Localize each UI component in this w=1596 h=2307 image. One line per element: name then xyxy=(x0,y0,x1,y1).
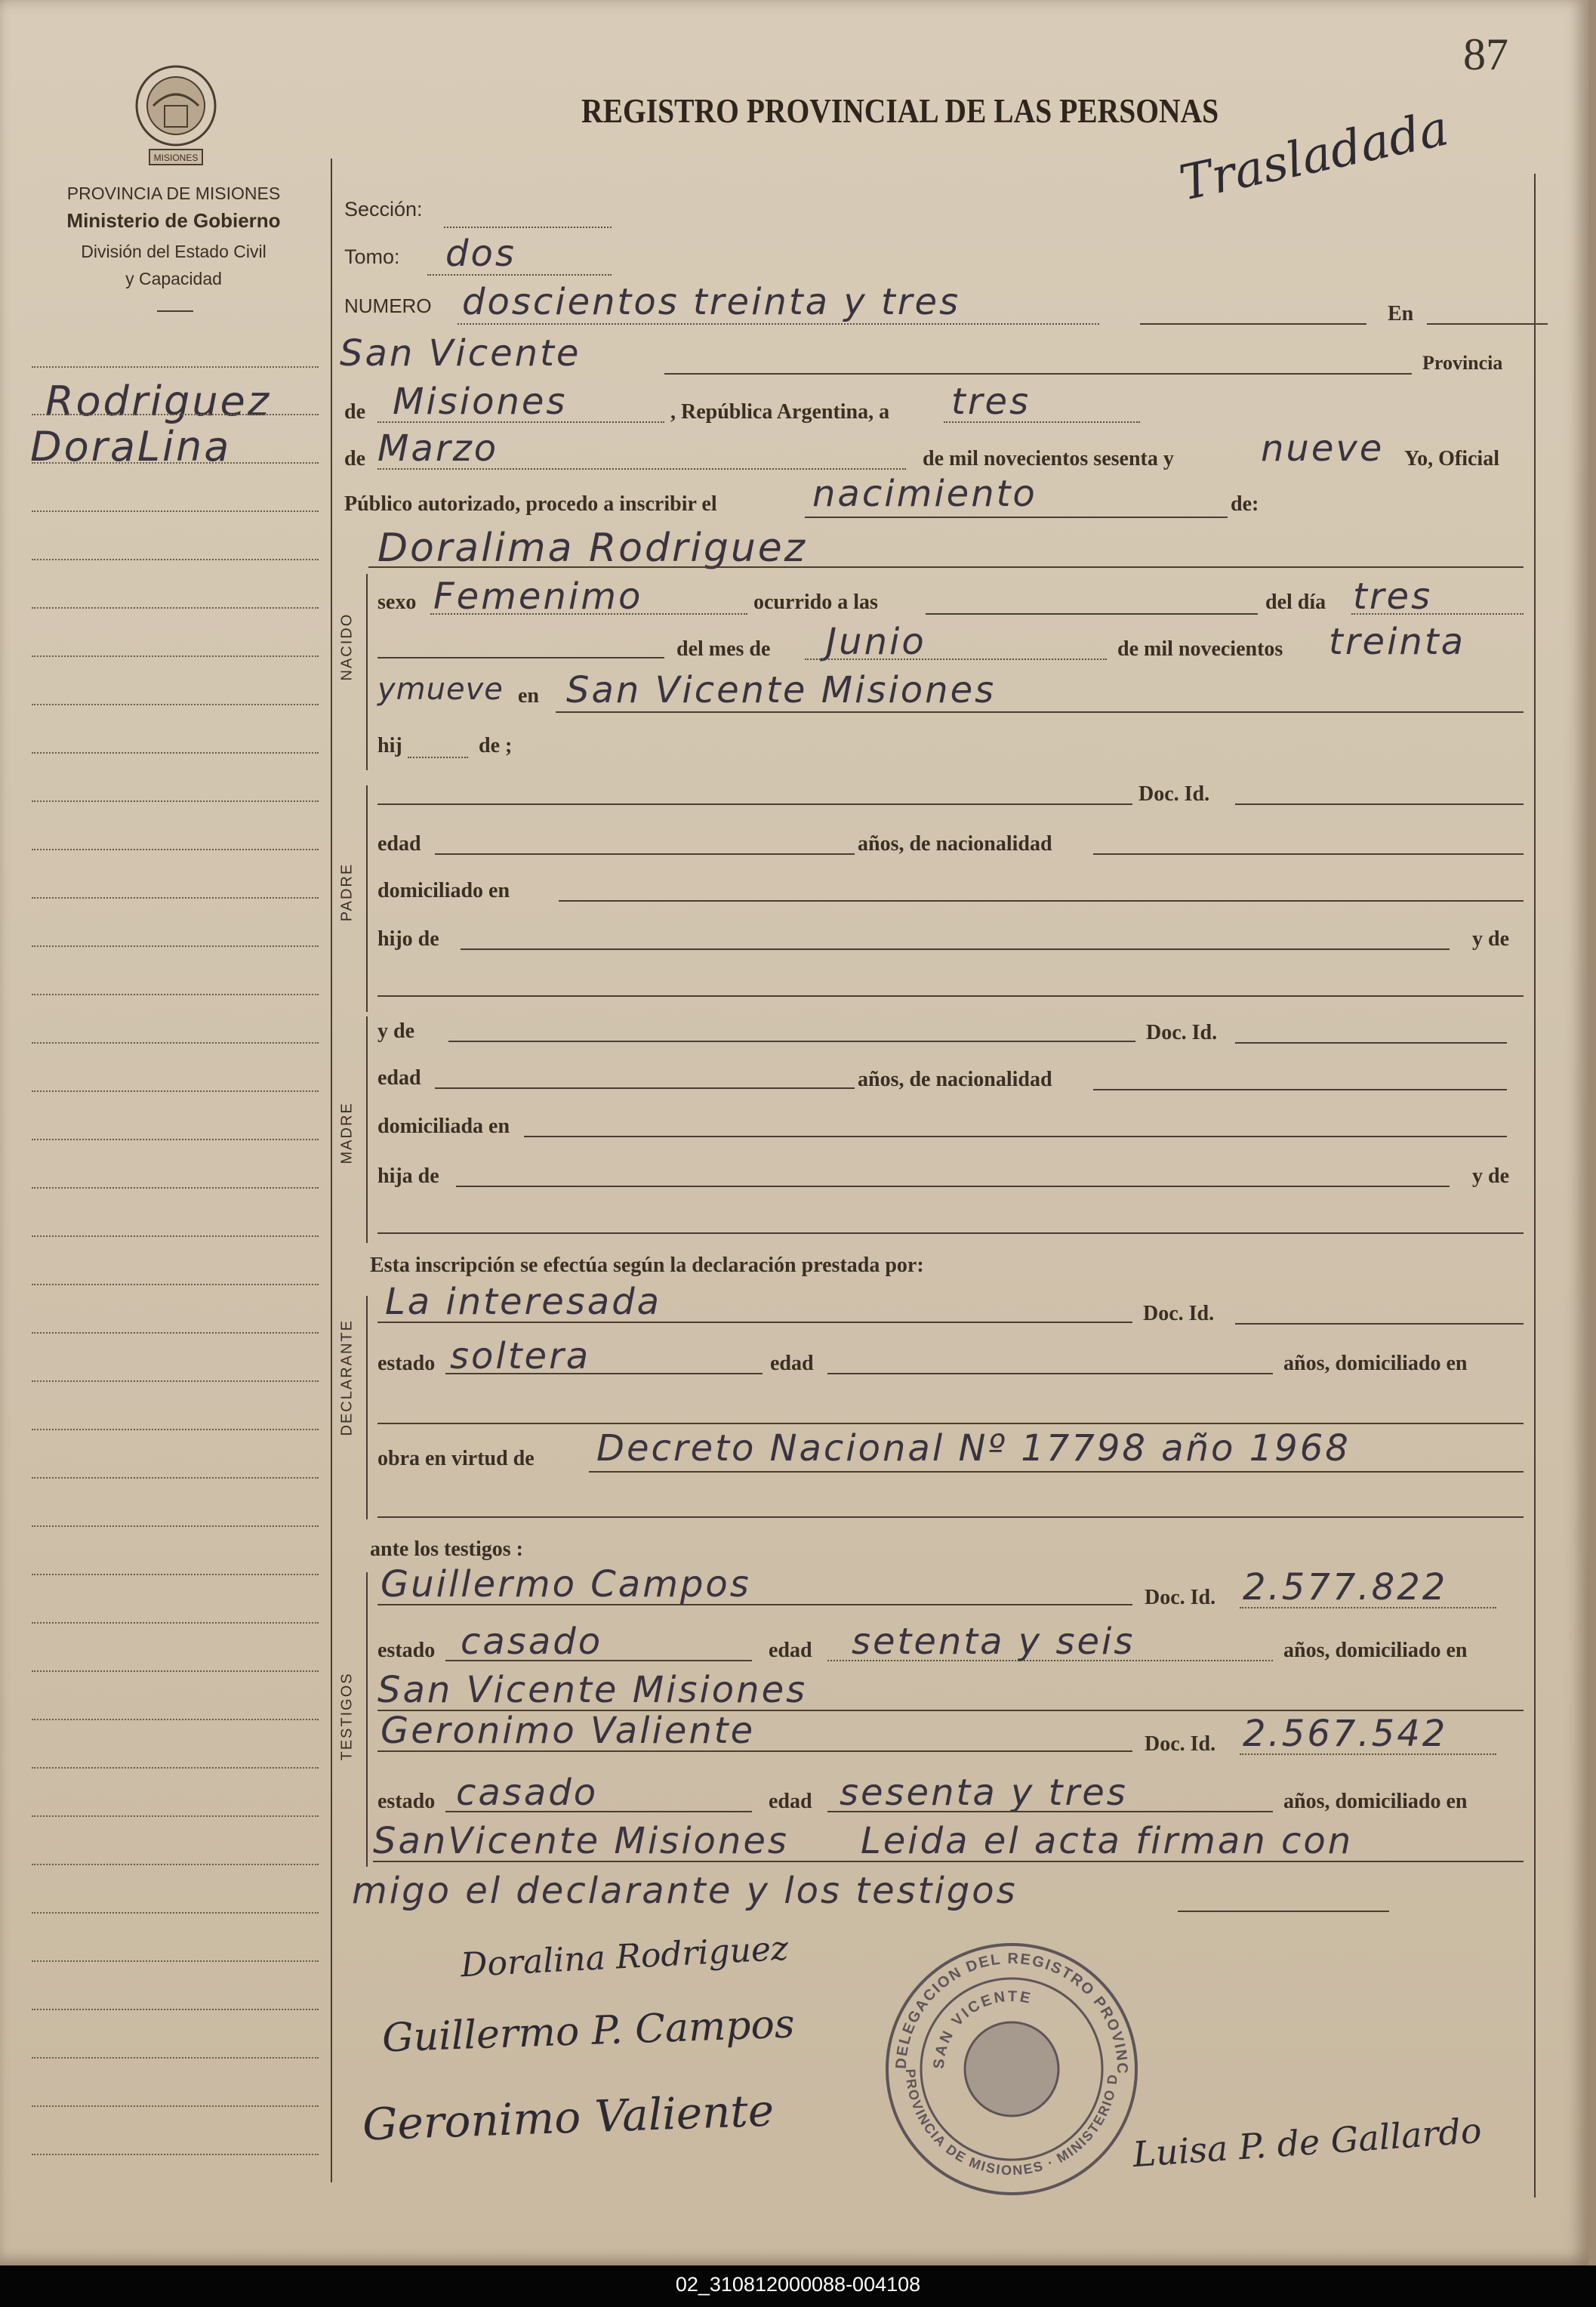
decreto-line xyxy=(589,1471,1524,1473)
margin-surname: Rodriguez xyxy=(45,378,272,425)
label-hija-de: hija de xyxy=(377,1164,439,1188)
mes-nac-line xyxy=(805,658,1107,660)
pre-mes-line xyxy=(377,657,664,658)
value-cierre1: Leida el acta firman con xyxy=(861,1820,1354,1862)
value-mes-acta: Marzo xyxy=(377,427,499,470)
footer-bar xyxy=(0,2265,1596,2307)
madre-extra-line xyxy=(377,1232,1524,1234)
dom-padre-line xyxy=(559,900,1524,902)
label-anos-dom-declarante: años, domiciliado en xyxy=(1283,1352,1468,1375)
label-edad-t1: edad xyxy=(769,1639,812,1662)
label-y-de-padre: y de xyxy=(1472,927,1509,951)
madre-name-line xyxy=(448,1041,1135,1042)
madre-doc-line xyxy=(1235,1042,1507,1044)
padre-name-line xyxy=(377,803,1132,805)
signature-oficial: Luisa P. de Gallardo xyxy=(1131,2109,1484,2176)
edad-declarante-line xyxy=(827,1373,1273,1374)
hija-de-line xyxy=(456,1186,1450,1187)
crest-text: MISIONES xyxy=(153,153,199,163)
madre-bracket xyxy=(366,1016,368,1243)
label-edad-declarante: edad xyxy=(770,1352,814,1375)
nac-madre-line xyxy=(1093,1089,1507,1090)
edad-padre-line xyxy=(435,853,855,855)
label-ocurrido: ocurrido a las xyxy=(753,591,878,614)
label-obra-virtud: obra en virtud de xyxy=(377,1447,535,1470)
testigo1-line xyxy=(377,1604,1132,1605)
value-anio-acta: nueve xyxy=(1261,427,1385,470)
estado-declarante-line xyxy=(445,1373,763,1374)
label-doc-id-t1: Doc. Id. xyxy=(1145,1586,1216,1609)
value-testigo2-edad: sesenta y tres xyxy=(840,1772,1128,1814)
side-label-declarante: DECLARANTE xyxy=(338,1319,356,1436)
estado-t2-line xyxy=(445,1811,752,1812)
padre-doc-line xyxy=(1235,803,1524,805)
testigo2-doc-line xyxy=(1240,1753,1496,1755)
edad-madre-line xyxy=(435,1087,855,1089)
ocurrido-line xyxy=(926,613,1258,615)
lugar-line xyxy=(664,373,1412,375)
label-de-mes: de xyxy=(344,447,365,470)
label-y-de-madre2: y de xyxy=(1472,1164,1509,1188)
header-province: PROVINCIA DE MISIONES xyxy=(66,184,281,203)
signature-testigo2: Geronimo Valiente xyxy=(361,2084,775,2151)
stamp-outer-text: DELEGACION DEL REGISTRO PROVINC xyxy=(892,1950,1131,2075)
page-title: REGISTRO PROVINCIAL DE LAS PERSONAS xyxy=(581,91,1219,130)
en-line xyxy=(1427,323,1548,325)
dia-nac-line xyxy=(1351,613,1524,615)
edad-t2-line xyxy=(827,1811,1273,1812)
cierre2-line xyxy=(1178,1911,1389,1912)
value-testigo2-doc: 2.567.542 xyxy=(1243,1713,1448,1755)
label-de-prov: de xyxy=(344,400,365,424)
value-testigo1-estado: casado xyxy=(461,1621,603,1663)
label-estado-t1: estado xyxy=(377,1639,436,1662)
label-yo-oficial: Yo, Oficial xyxy=(1404,447,1499,470)
value-testigo2-estado: casado xyxy=(456,1772,599,1814)
label-en-nac: en xyxy=(518,684,539,708)
declarante-bracket xyxy=(366,1296,368,1519)
value-numero: doscientos treinta y tres xyxy=(462,281,961,323)
crest-seal xyxy=(127,60,225,174)
side-label-madre: MADRE xyxy=(338,1102,356,1164)
header-ministry: Ministerio de Gobierno xyxy=(66,209,281,232)
label-doc-id-padre: Doc. Id. xyxy=(1138,782,1210,806)
testigo1-doc-line xyxy=(1240,1607,1496,1608)
value-dia-acta: tres xyxy=(951,381,1031,423)
label-tomo: Tomo: xyxy=(344,245,400,268)
value-anio-nac: treinta xyxy=(1329,621,1466,663)
numero-line xyxy=(458,323,1099,325)
numero-fill-line xyxy=(1140,323,1366,325)
inscripto-line xyxy=(368,566,1524,568)
label-publico: Público autorizado, procedo a inscribir el xyxy=(344,492,717,516)
value-estado-declarante: soltera xyxy=(450,1335,591,1377)
label-dom-padre: domiciliado en xyxy=(377,879,510,902)
side-label-nacido: NACIDO xyxy=(338,612,356,681)
signature-declarante: Doralina Rodriguez xyxy=(459,1929,790,1985)
label-seccion: Sección: xyxy=(344,198,423,221)
right-border-line xyxy=(1534,174,1536,2198)
label-numero: NUMERO xyxy=(344,295,432,317)
cierre1-line xyxy=(373,1861,1524,1862)
acto-line xyxy=(805,517,1228,518)
label-estado-t2: estado xyxy=(377,1790,436,1813)
value-testigo1-doc: 2.577.822 xyxy=(1243,1566,1448,1608)
hij-line xyxy=(408,757,468,758)
value-anio-nac-cont: ymueve xyxy=(377,672,504,707)
header-capacity: y Capacidad xyxy=(125,269,222,288)
value-mes-nac: Junio xyxy=(826,621,926,663)
stamp-bottom-text: PROVINCIA DE MISIONES · MINISTERIO D xyxy=(902,2068,1121,2179)
value-testigo1-edad: setenta y seis xyxy=(852,1621,1135,1663)
dia-acta-line xyxy=(944,421,1140,423)
annotation-trasladada: Trasladada xyxy=(1175,100,1453,212)
label-del-mes: del mes de xyxy=(676,637,771,661)
margin-given-name: DoraLina xyxy=(30,423,232,470)
edad-t1-line xyxy=(827,1660,1273,1661)
testigos-bracket xyxy=(366,1572,368,1867)
value-testigo1: Guillermo Campos xyxy=(381,1563,751,1605)
nacido-bracket xyxy=(366,574,368,770)
header-division: División del Estado Civil xyxy=(81,242,267,261)
lugar-nac-line xyxy=(556,711,1524,713)
footer-id: 02_310812000088-004108 xyxy=(675,2273,921,2296)
label-hij: hij xyxy=(377,734,402,757)
header-divider xyxy=(157,310,193,312)
provincia-line xyxy=(377,421,664,423)
label-edad-madre: edad xyxy=(377,1066,421,1090)
margin-line xyxy=(331,159,332,2182)
label-hijo-de: hijo de xyxy=(377,927,439,951)
value-tomo: dos xyxy=(445,233,516,275)
side-label-testigos: TESTIGOS xyxy=(338,1672,356,1761)
label-republica: , República Argentina, a xyxy=(670,400,890,424)
label-nac-madre: años, de nacionalidad xyxy=(858,1068,1052,1091)
label-de-mil: de mil novecientos sesenta y xyxy=(923,447,1174,470)
label-doc-id-madre: Doc. Id. xyxy=(1146,1021,1218,1044)
value-sexo: Femenimo xyxy=(433,575,643,618)
dom-madre-line xyxy=(524,1136,1507,1137)
label-esta-inscripcion: Esta inscripción se efectúa según la declaración prestada por: xyxy=(370,1254,924,1277)
label-de-semicolon: de ; xyxy=(479,734,513,757)
value-dia-nac: tres xyxy=(1353,575,1433,618)
testigo2-line xyxy=(377,1750,1132,1752)
nac-padre-line xyxy=(1093,853,1524,855)
sexo-line xyxy=(430,613,747,615)
label-ante-testigos: ante los testigos : xyxy=(370,1537,523,1561)
value-provincia: Misiones xyxy=(393,381,568,423)
seccion-line xyxy=(444,227,612,228)
hijo-de-line xyxy=(461,948,1450,950)
padre-bracket xyxy=(366,785,368,1012)
signature-testigo1: Guillermo P. Campos xyxy=(381,2001,796,2062)
label-en: En xyxy=(1388,302,1414,325)
label-doc-id-declarante: Doc. Id. xyxy=(1143,1302,1215,1325)
value-acto: nacimiento xyxy=(812,473,1037,515)
label-y-de-madre: y de xyxy=(377,1019,414,1043)
label-anos-dom-t1: años, domiciliado en xyxy=(1283,1639,1468,1662)
label-sexo: sexo xyxy=(377,591,417,614)
stamp-inner-text: SAN VICENTE xyxy=(930,1988,1034,2070)
label-de-colon: de: xyxy=(1231,492,1259,516)
label-anos-dom-t2: años, domiciliado en xyxy=(1283,1790,1468,1813)
value-lugar-nac: San Vicente Misiones xyxy=(566,669,997,711)
label-dom-madre: domiciliada en xyxy=(377,1115,510,1138)
declarante-line xyxy=(377,1322,1132,1323)
declarante-dom-line xyxy=(377,1423,1524,1424)
mes-acta-line xyxy=(377,468,906,470)
label-del-dia: del día xyxy=(1265,591,1326,614)
value-declarante: La interesada xyxy=(385,1281,662,1323)
page-number: 87 xyxy=(1463,29,1508,79)
label-doc-id-t2: Doc. Id. xyxy=(1145,1732,1216,1756)
label-de-mil-nov: de mil novecientos xyxy=(1117,637,1283,661)
official-stamp xyxy=(876,1933,1148,2205)
padre-extra-line xyxy=(377,995,1524,997)
estado-t1-line xyxy=(445,1660,752,1661)
value-inscripto: Doralima Rodriguez xyxy=(377,526,808,571)
label-edad-padre: edad xyxy=(377,832,421,856)
decreto-extra-line xyxy=(377,1516,1524,1518)
declarante-doc-line xyxy=(1235,1323,1524,1325)
value-decreto: Decreto Nacional Nº 17798 año 1968 xyxy=(596,1427,1351,1470)
label-edad-t2: edad xyxy=(769,1790,812,1813)
value-testigo2-dom: SanVicente Misiones xyxy=(373,1820,789,1862)
value-cierre2: migo el declarante y los testigos xyxy=(352,1870,1018,1912)
value-lugar: San Vicente xyxy=(340,332,581,375)
tomo-line xyxy=(427,274,612,276)
side-label-padre: PADRE xyxy=(338,862,356,922)
value-testigo1-dom: San Vicente Misiones xyxy=(377,1669,808,1711)
label-provincia: Provincia xyxy=(1422,352,1503,374)
label-nac-padre: años, de nacionalidad xyxy=(858,832,1052,856)
label-estado-declarante: estado xyxy=(377,1352,436,1375)
value-testigo2: Geronimo Valiente xyxy=(381,1710,756,1752)
